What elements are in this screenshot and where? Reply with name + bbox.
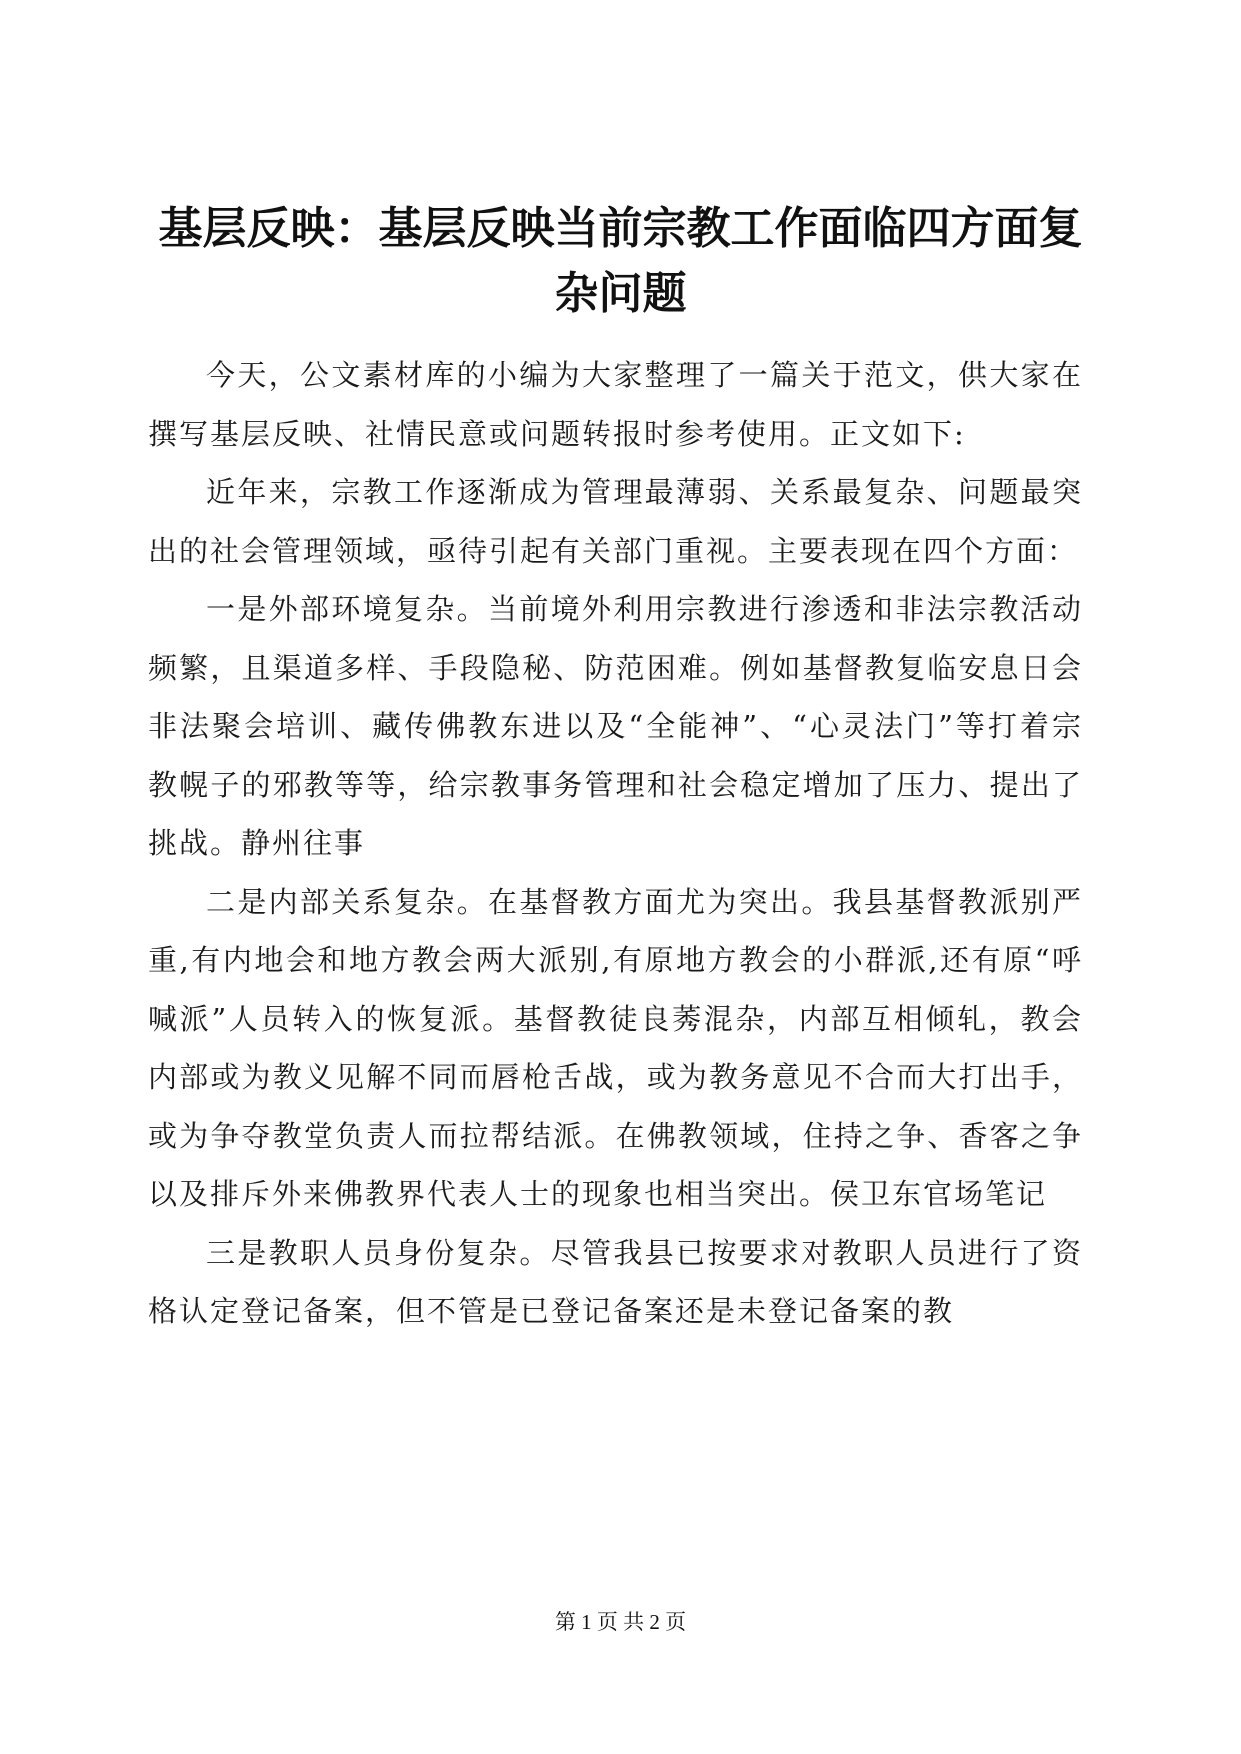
paragraph-external-environment: 一是外部环境复杂。当前境外利用宗教进行渗透和非法宗教活动频繁，且渠道多样、手段隐秘、防范困难。例如基督教复临安息日会非法聚会培训、藏传佛教东进以及“全能神”、“心灵法门”等打着宗教幌子的邪教等等，给宗教事务管理和社会稳定增加了压力、提出了挑战。静州往事	[148, 592, 1083, 860]
paragraph-intro: 今天，公文素材库的小编为大家整理了一篇关于范文，供大家在撰写基层反映、社情民意或问题转报时参考使用。正文如下:	[148, 358, 1083, 451]
page-footer	[0, 1606, 1241, 1636]
paragraph-clergy-identity: 三是教职人员身份复杂。尽管我县已按要求对教职人员进行了资格认定登记备案，但不管是已登记备案还是未登记备案的教	[148, 1235, 1083, 1328]
paragraph-overview: 近年来，宗教工作逐渐成为管理最薄弱、关系最复杂、问题最突出的社会管理领域，亟待引起有关部门重视。主要表现在四个方面：	[148, 475, 1083, 568]
document-title: 基层反映：基层反映当前宗教工作面临四方面复杂问题	[158, 203, 1083, 319]
paragraph-internal-relations: 二是内部关系复杂。在基督教方面尤为突出。我县基督教派别严重,有内地会和地方教会两大派别,有原地方教会的小群派,还有原“呼喊派”人员转入的恢复派。基督教徒良莠混杂，内部互相倾轧，教会内部或为教义见解不同而唇枪舌战，或为教务意见不合而大打出手，或为争夺教堂负责人而拉帮结派。在佛教领域，住持之争、香客之争以及排斥外来佛教界代表人士的现象也相当突出。侯卫东官场笔记	[148, 884, 1083, 1211]
page-number-label: 第 1 页 共 2 页	[554, 1610, 687, 1634]
document-body	[148, 346, 1083, 1341]
